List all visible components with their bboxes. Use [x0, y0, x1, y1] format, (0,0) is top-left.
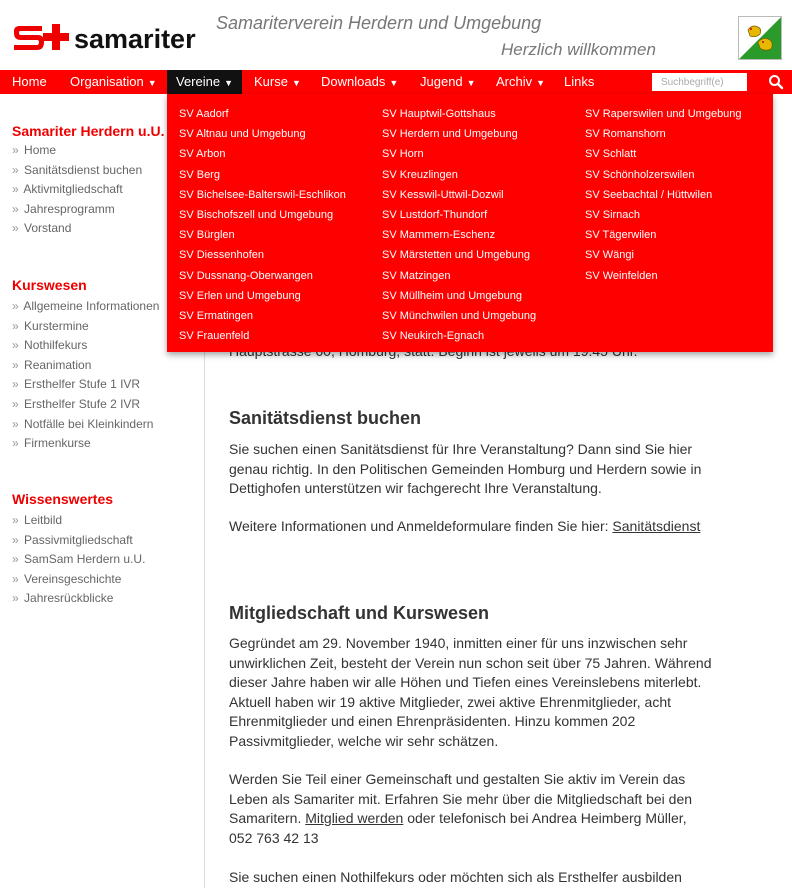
sidebar-link-ersthelfer-2[interactable]: » Ersthelfer Stufe 2 IVR [12, 396, 141, 411]
sidebar-link-aktivmitgliedschaft[interactable]: » Aktivmitgliedschaft [12, 182, 123, 197]
dropdown-item[interactable]: SV Herdern und Umgebung [382, 128, 518, 141]
paragraph-nothilfekurs: Sie suchen einen Nothilfekurs oder möchten sich als Ersthelfer ausbilden [229, 869, 682, 885]
dropdown-item[interactable]: SV Diessenhofen [179, 249, 264, 262]
site-logo[interactable] [12, 22, 196, 56]
dropdown-item[interactable]: SV Tägerwilen [585, 229, 657, 242]
sidebar-link-leitbild[interactable]: » Leitbild [12, 513, 63, 527]
paragraph-mitgliedschaft: Gegründet am 29. November 1940, inmitten einer für uns inzwischen sehr unwirklichen Zeit, besteht der Verein nun schon seit über 75 Jahren. Während dieser Jahre haben wir alle Höhen und Tiefen eines Vereinslebens miterlebt. Aktuell haben wir 19 aktive Mitglieder, zwei aktive Ehrenmitglieder, acht Ehrenmitglieder und einen Ehrenpräsidenten. Hinzu kommen 202 Passivmitglieder, welche wir sehr schätzen. [229, 635, 712, 749]
nav-organisation[interactable]: Organisation ▼ [70, 74, 157, 89]
mitglied-werden-link[interactable]: Mitglied werden [305, 810, 404, 826]
sidebar-list-kurswesen [12, 297, 159, 454]
dropdown-item[interactable]: SV Bürglen [179, 229, 235, 242]
sidebar-link-allgemeine-informationen[interactable]: » Allgemeine Informationen [12, 299, 160, 313]
sidebar-link-passivmitgliedschaft[interactable]: » Passivmitgliedschaft [12, 532, 133, 547]
sidebar-link-reanimation[interactable]: » Reanimation [12, 357, 92, 372]
vereine-dropdown-menu [167, 94, 773, 352]
dropdown-column-3 [585, 104, 742, 286]
caret-down-icon: ▼ [466, 78, 476, 88]
sidebar-link-nothilfekurs[interactable]: » Nothilfekurs [12, 338, 88, 353]
dropdown-item[interactable]: SV Hauptwil-Gottshaus [382, 108, 496, 120]
sidebar-link-samsam[interactable]: » SamSam Herdern u.U. [12, 552, 146, 567]
sidebar-title-wissenswertes: Wissenswertes [12, 491, 114, 507]
caret-down-icon: ▼ [389, 78, 399, 88]
dropdown-item[interactable]: SV Müllheim und Umgebung [382, 289, 523, 302]
sidebar-link-ersthelfer-1[interactable]: » Ersthelfer Stufe 1 IVR [12, 377, 141, 392]
dropdown-column-2 [382, 104, 536, 346]
dropdown-item[interactable]: SV Sirnach [585, 208, 641, 221]
dropdown-item[interactable]: SV Erlen und Umgebung [179, 289, 301, 302]
dropdown-item[interactable]: SV Kreuzlingen [382, 168, 458, 181]
sidebar-link-vereinsgeschichte[interactable]: » Vereinsgeschichte [12, 571, 122, 586]
sidebar-link-vorstand[interactable]: » Vorstand [12, 221, 72, 236]
sanitaetsdienst-link[interactable]: Sanitätsdienst [612, 518, 701, 534]
dropdown-item[interactable]: SV Wängi [585, 249, 634, 262]
paragraph-sanitaetsdienst: Sie suchen einen Sanitätsdienst für Ihre Veranstaltung? Dann sind Sie hier genau richtig. In den Politischen Gemeinden Homburg und Herdern sowie in Dettighofen unterstützen wir fachgerecht Ihre Veranstaltung. [229, 441, 702, 496]
nav-kurse[interactable]: Kurse ▼ [254, 74, 301, 89]
sidebar-link-firmenkurse[interactable]: » Firmenkurse [12, 436, 91, 451]
dropdown-item[interactable]: SV Neukirch-Egnach [382, 330, 485, 343]
sidebar-title-kurswesen: Kurswesen [12, 277, 87, 293]
dropdown-column-1 [179, 104, 346, 346]
sidebar-link-kurstermine[interactable]: » Kurstermine [12, 318, 89, 333]
logo-text: samariter [74, 23, 196, 54]
main-navbar [0, 70, 792, 94]
sidebar-link-notfaelle-kleinkinder[interactable]: » Notfälle bei Kleinkindern [12, 416, 154, 431]
dropdown-item[interactable]: SV Aadorf [179, 108, 229, 120]
dropdown-item[interactable]: SV Bischofszell und Umgebung [179, 208, 334, 221]
dropdown-item[interactable]: SV Münchwilen und Umgebung [382, 309, 537, 322]
nav-downloads[interactable]: Downloads ▼ [321, 74, 399, 89]
sidebar-link-sanitaetsdienst[interactable]: » Sanitätsdienst buchen [12, 162, 143, 177]
dropdown-item[interactable]: SV Arbon [179, 148, 226, 161]
nav-home[interactable]: Home [12, 74, 47, 89]
sidebar-link-home[interactable]: » Home [12, 143, 57, 157]
dropdown-item[interactable]: SV Raperswilen und Umgebung [585, 108, 742, 120]
dropdown-item[interactable]: SV Altnau und Umgebung [179, 128, 306, 141]
dropdown-item[interactable]: SV Matzingen [382, 269, 451, 282]
site-tagline: Samariterverein Herdern und Umgebung [216, 13, 542, 33]
sidebar-list-samariter [12, 141, 142, 239]
samariter-logo-icon [12, 22, 70, 56]
caret-down-icon: ▼ [147, 78, 157, 88]
caret-down-icon: ▼ [536, 78, 546, 88]
dropdown-item[interactable]: SV Bichelsee-Balterswil-Eschlikon [179, 188, 346, 201]
sidebar-link-jahresprogramm[interactable]: » Jahresprogramm [12, 201, 115, 216]
paragraph-sanitaetsdienst-info: Weitere Informationen und Anmeldeformulare finden Sie hier: Sanitätsdienst [229, 518, 701, 534]
caret-down-icon: ▼ [291, 78, 301, 88]
sidebar-title-samariter: Samariter Herdern u.U. [12, 123, 165, 139]
nav-links[interactable]: Links [564, 74, 595, 89]
dropdown-item[interactable]: SV Märstetten und Umgebung [382, 249, 530, 262]
dropdown-item[interactable]: SV Weinfelden [585, 269, 658, 282]
nav-jugend[interactable]: Jugend ▼ [420, 74, 476, 89]
search-icon[interactable] [766, 72, 786, 92]
dropdown-item[interactable]: SV Berg [179, 168, 220, 181]
dropdown-item[interactable]: SV Kesswil-Uttwil-Dozwil [382, 188, 504, 201]
site-header [0, 0, 792, 70]
dropdown-item[interactable]: SV Horn [382, 148, 424, 161]
nav-vereine[interactable]: Vereine ▼ [167, 70, 242, 94]
dropdown-item[interactable]: SV Mammern-Eschenz [382, 229, 496, 242]
dropdown-item[interactable]: SV Lustdorf-Thundorf [382, 208, 488, 221]
dropdown-item[interactable]: SV Seebachtal / Hüttwilen [585, 188, 713, 201]
caret-down-icon: ▼ [224, 78, 234, 88]
sidebar-link-jahresrueckblicke[interactable]: » Jahresrückblicke [12, 591, 114, 606]
dropdown-item[interactable]: SV Romanshorn [585, 128, 666, 141]
heading-mitgliedschaft: Mitgliedschaft und Kurswesen [229, 603, 490, 623]
dropdown-item[interactable]: SV Frauenfeld [179, 330, 250, 343]
dropdown-item[interactable]: SV Dussnang-Oberwangen [179, 269, 313, 282]
sidebar-list-wissenswertes [12, 511, 145, 609]
dropdown-item[interactable]: SV Schönholzerswilen [585, 168, 695, 181]
dropdown-item[interactable]: SV Ermatingen [179, 309, 253, 322]
search-input[interactable] [652, 73, 747, 91]
heading-sanitaetsdienst: Sanitätsdienst buchen [229, 408, 422, 428]
nav-archiv[interactable]: Archiv ▼ [496, 74, 546, 89]
welcome-text: Herzlich willkommen [501, 40, 656, 59]
paragraph-mitglied-werden: Werden Sie Teil einer Gemeinschaft und gestalten Sie aktiv im Verein das Leben als Samariter mit. Erfahren Sie mehr über die Mitgliedschaft bei den Samaritern. Mitglied werden oder telefonisch bei Andrea Heimberg Müller, 052 763 42 13 [229, 771, 693, 846]
thurgau-crest-icon [738, 16, 782, 60]
dropdown-item[interactable]: SV Schlatt [585, 148, 637, 161]
